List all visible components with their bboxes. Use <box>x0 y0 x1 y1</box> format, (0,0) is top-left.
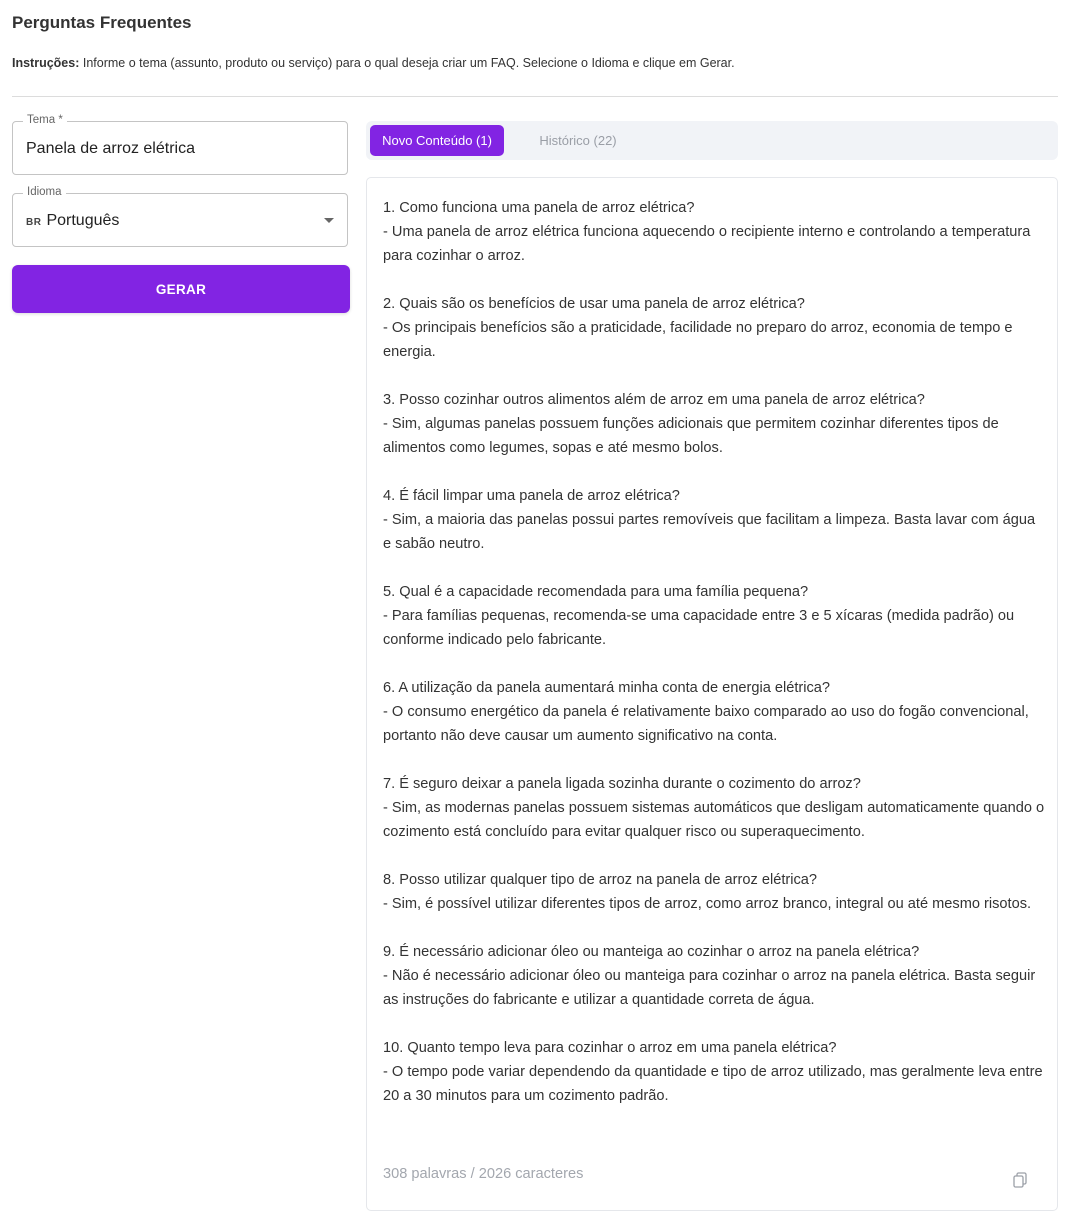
faq-answer: - Sim, as modernas panelas possuem sistemas automáticos que desligam automaticamente quando o cozimento está concluído para evitar qualquer risco ou superaquecimento. <box>383 800 1045 840</box>
faq-question: 7. É seguro deixar a panela ligada sozinha durante o cozimento do arroz? <box>383 776 861 792</box>
faq-content-card <box>366 177 1058 1211</box>
faq-item <box>383 580 1047 652</box>
tema-field[interactable] <box>12 114 348 175</box>
chevron-down-icon[interactable] <box>324 218 334 223</box>
tab-history[interactable]: Histórico (22) <box>539 133 617 148</box>
faq-answer: - Os principais benefícios são a praticidade, facilidade no preparo do arroz, economia de tempo e energia. <box>383 320 1013 360</box>
copy-icon[interactable] <box>1013 1172 1027 1188</box>
instructions-label: Instruções: <box>12 56 80 70</box>
faq-item <box>383 772 1047 844</box>
faq-answer: - O tempo pode variar dependendo da quantidade e tipo de arroz utilizado, mas geralmente leva entre 20 a 30 minutos para um cozimento padrão. <box>383 1064 1043 1104</box>
faq-item <box>383 292 1047 364</box>
idioma-label: Idioma <box>23 186 66 198</box>
tema-input[interactable]: Panela de arroz elétrica <box>26 140 195 157</box>
idioma-select[interactable] <box>12 186 348 247</box>
faq-answer: - Sim, algumas panelas possuem funções adicionais que permitem cozinhar diferentes tipos de alimentos como legumes, sopas e até mesmo bolos. <box>383 416 999 456</box>
faq-item <box>383 196 1047 268</box>
faq-question: 10. Quanto tempo leva para cozinhar o arroz em uma panela elétrica? <box>383 1040 837 1056</box>
tabs-bar <box>366 121 1058 160</box>
idioma-value <box>26 212 119 230</box>
faq-item <box>383 1036 1047 1108</box>
word-count: 308 palavras / 2026 caracteres <box>383 1166 584 1182</box>
tema-label: Tema * <box>23 114 67 126</box>
tab-new-content[interactable]: Novo Conteúdo (1) <box>370 125 504 156</box>
faq-list <box>383 196 1047 1132</box>
faq-item <box>383 388 1047 460</box>
faq-question: 1. Como funciona uma panela de arroz elétrica? <box>383 200 695 216</box>
faq-answer: - Para famílias pequenas, recomenda-se uma capacidade entre 3 e 5 xícaras (medida padrão) ou conforme indicado pelo fabricante. <box>383 608 1015 648</box>
faq-question: 2. Quais são os benefícios de usar uma panela de arroz elétrica? <box>383 296 805 312</box>
faq-item <box>383 940 1047 1012</box>
faq-question: 5. Qual é a capacidade recomendada para uma família pequena? <box>383 584 809 600</box>
faq-answer: - Não é necessário adicionar óleo ou manteiga para cozinhar o arroz na panela elétrica. Basta seguir as instruções do fabricante e utilizar a quantidade correta de água. <box>383 968 1036 1008</box>
flag-icon: BR <box>26 217 42 228</box>
generate-button[interactable]: GERAR <box>12 265 350 313</box>
faq-item <box>383 868 1047 916</box>
divider <box>12 96 1058 97</box>
instructions-text: Informe o tema (assunto, produto ou serviço) para o qual deseja criar um FAQ. Selecione o Idioma e clique em Gerar. <box>79 56 735 70</box>
faq-question: 9. É necessário adicionar óleo ou manteiga ao cozinhar o arroz na panela elétrica? <box>383 944 920 960</box>
faq-question: 8. Posso utilizar qualquer tipo de arroz na panela de arroz elétrica? <box>383 872 818 888</box>
faq-item <box>383 676 1047 748</box>
faq-answer: - Uma panela de arroz elétrica funciona aquecendo o recipiente interno e controlando a temperatura para cozinhar o arroz. <box>383 224 1031 264</box>
faq-answer: - O consumo energético da panela é relativamente baixo comparado ao uso do fogão convencional, portanto não deve causar um aumento significativo na conta. <box>383 704 1029 744</box>
faq-question: 6. A utilização da panela aumentará minha conta de energia elétrica? <box>383 680 831 696</box>
instructions <box>12 56 735 70</box>
page-title: Perguntas Frequentes <box>12 13 192 32</box>
faq-answer: - Sim, a maioria das panelas possui partes removíveis que facilitam a limpeza. Basta lavar com água e sabão neutro. <box>383 512 1036 552</box>
idioma-selected: Português <box>46 212 120 229</box>
faq-answer: - Sim, é possível utilizar diferentes tipos de arroz, como arroz branco, integral ou até mesmo risotos. <box>383 896 1032 912</box>
faq-question: 3. Posso cozinhar outros alimentos além de arroz em uma panela de arroz elétrica? <box>383 392 925 408</box>
faq-item <box>383 484 1047 556</box>
faq-question: 4. É fácil limpar uma panela de arroz elétrica? <box>383 488 680 504</box>
